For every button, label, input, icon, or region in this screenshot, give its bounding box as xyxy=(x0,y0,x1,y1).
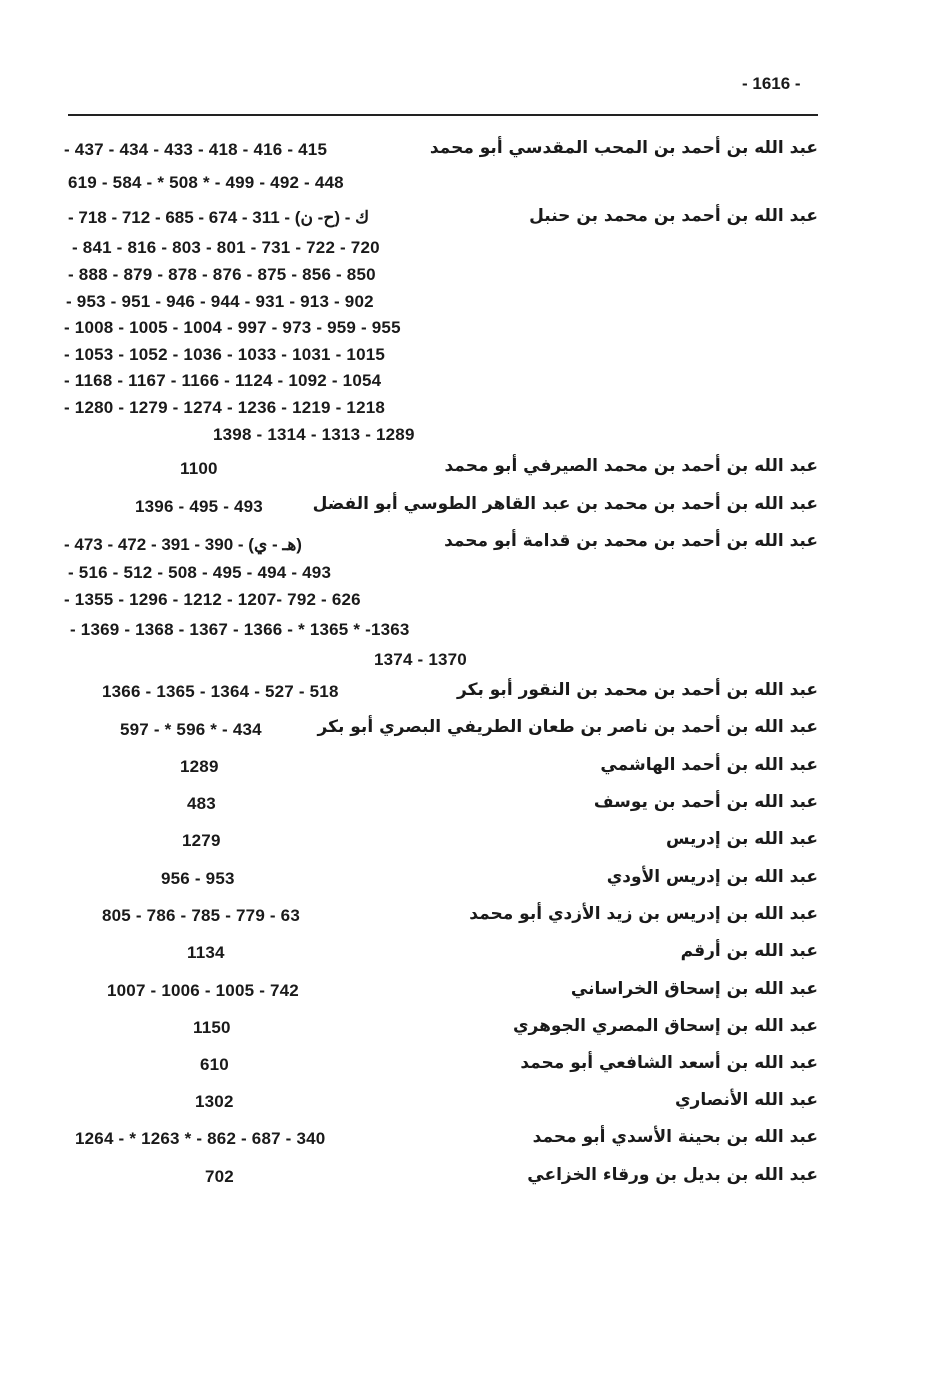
entry-page-refs: 610 xyxy=(200,1055,229,1074)
entry-page-refs: - 1008 - 1005 - 1004 - 997 - 973 - 959 - 955 xyxy=(64,318,401,337)
entry-name: عبد الله بن أحمد الهاشمي xyxy=(600,755,818,775)
entry-page-refs: - 1280 - 1279 - 1274 - 1236 - 1219 - 1218 xyxy=(64,398,386,417)
entry-page-refs: - 1168 - 1167 - 1166 - 1124 - 1092 - 1054 xyxy=(64,371,382,390)
entry-name: عبد الله بن إسحاق الخراساني xyxy=(570,979,818,999)
entry-page-refs: 1302 xyxy=(195,1092,234,1111)
entry-name: عبد الله بن إدريس بن زيد الأزدي أبو محمد xyxy=(469,904,818,924)
entry-name: عبد الله بن أحمد بن محمد الصيرفي أبو محمد xyxy=(444,456,818,476)
header-rule xyxy=(68,114,818,116)
entry-name: عبد الله بن أحمد بن محمد بن قدامة أبو محمد xyxy=(444,531,818,551)
entry-name: عبد الله بن أرقم xyxy=(680,941,818,961)
entry-name: عبد الله بن بحينة الأسدي أبو محمد xyxy=(532,1127,818,1147)
entry-name: عبد الله الأنصاري xyxy=(674,1090,818,1110)
entry-page-refs: - 888 - 879 - 878 - 876 - 875 - 856 - 850 xyxy=(68,265,376,284)
entry-name: عبد الله بن أحمد بن يوسف xyxy=(593,792,818,812)
entry-name: عبد الله بن إدريس الأودي xyxy=(606,867,818,887)
entry-name: عبد الله بن أحمد بن محمد بن عبد القاهر الطوسي أبو الفضل xyxy=(312,494,818,514)
entry-page-refs: - 841 - 816 - 803 - 801 - 731 - 722 - 720 xyxy=(72,238,380,257)
entry-page-refs: 597 - * 596 * - 434 xyxy=(120,720,262,739)
entry-name: عبد الله بن أحمد بن ناصر بن طعان الطريفي البصري أبو بكر xyxy=(317,717,818,737)
entry-page-refs: 1396 - 495 - 493 xyxy=(135,497,263,516)
entry-page-refs: - 437 - 434 - 433 - 418 - 416 - 415 xyxy=(64,140,328,159)
entry-page-refs: - 1053 - 1052 - 1036 - 1033 - 1031 - 1015 xyxy=(64,345,386,364)
entry-page-refs: 702 xyxy=(205,1167,234,1186)
entry-page-refs: - 516 - 512 - 508 - 495 - 494 - 493 xyxy=(68,563,332,582)
page-number: - 1616 - xyxy=(742,74,801,93)
entry-page-refs: 1279 xyxy=(182,831,221,850)
entry-page-refs: 1100 xyxy=(180,459,218,478)
entry-page-refs: 619 - 584 - * 508 * - 499 - 492 - 448 xyxy=(68,173,344,192)
entry-page-refs: 956 - 953 xyxy=(161,869,235,888)
entry-page-refs: 1289 xyxy=(180,757,219,776)
entry-name: عبد الله بن أحمد بن محمد بن حنبل xyxy=(529,206,818,226)
entry-name: عبد الله بن أحمد بن المحب المقدسي أبو محمد xyxy=(429,138,818,158)
entry-page-refs: - 1369 - 1368 - 1367 - 1366 - * 1365 * -1363 xyxy=(70,620,410,639)
entry-page-refs: - 718 - 712 - 685 - 674 - 311 - (ح- ن) - ك xyxy=(68,208,370,227)
entry-name: عبد الله بن إسحاق المصري الجوهري xyxy=(512,1016,818,1036)
entry-name: عبد الله بن إدريس xyxy=(665,829,818,849)
entry-page-refs: 1374 - 1370 xyxy=(374,650,467,669)
entry-page-refs: - 473 - 472 - 391 - 390 - (هـ - ي) xyxy=(64,535,302,554)
entry-page-refs: 1398 - 1314 - 1313 - 1289 xyxy=(213,425,415,444)
entry-page-refs: 1134 xyxy=(187,943,225,962)
entry-name: عبد الله بن أحمد بن محمد بن النقور أبو بكر xyxy=(457,680,818,700)
entry-page-refs: 483 xyxy=(187,794,216,813)
entry-page-refs: - 1355 - 1296 - 1212 - 1207- 792 - 626 xyxy=(64,590,361,609)
entry-page-refs: - 953 - 951 - 946 - 944 - 931 - 913 - 902 xyxy=(66,292,374,311)
entry-name: عبد الله بن أسعد الشافعي أبو محمد xyxy=(520,1053,818,1073)
entry-page-refs: 1264 - * 1263 * - 862 - 687 - 340 xyxy=(75,1129,326,1148)
entry-page-refs: 1150 xyxy=(193,1018,231,1037)
entry-page-refs: 805 - 786 - 785 - 779 - 63 xyxy=(102,906,300,925)
entry-name: عبد الله بن بديل بن ورقاء الخزاعي xyxy=(527,1165,818,1185)
entry-page-refs: 1366 - 1365 - 1364 - 527 - 518 xyxy=(102,682,339,701)
entry-page-refs: 1007 - 1006 - 1005 - 742 xyxy=(107,981,299,1000)
